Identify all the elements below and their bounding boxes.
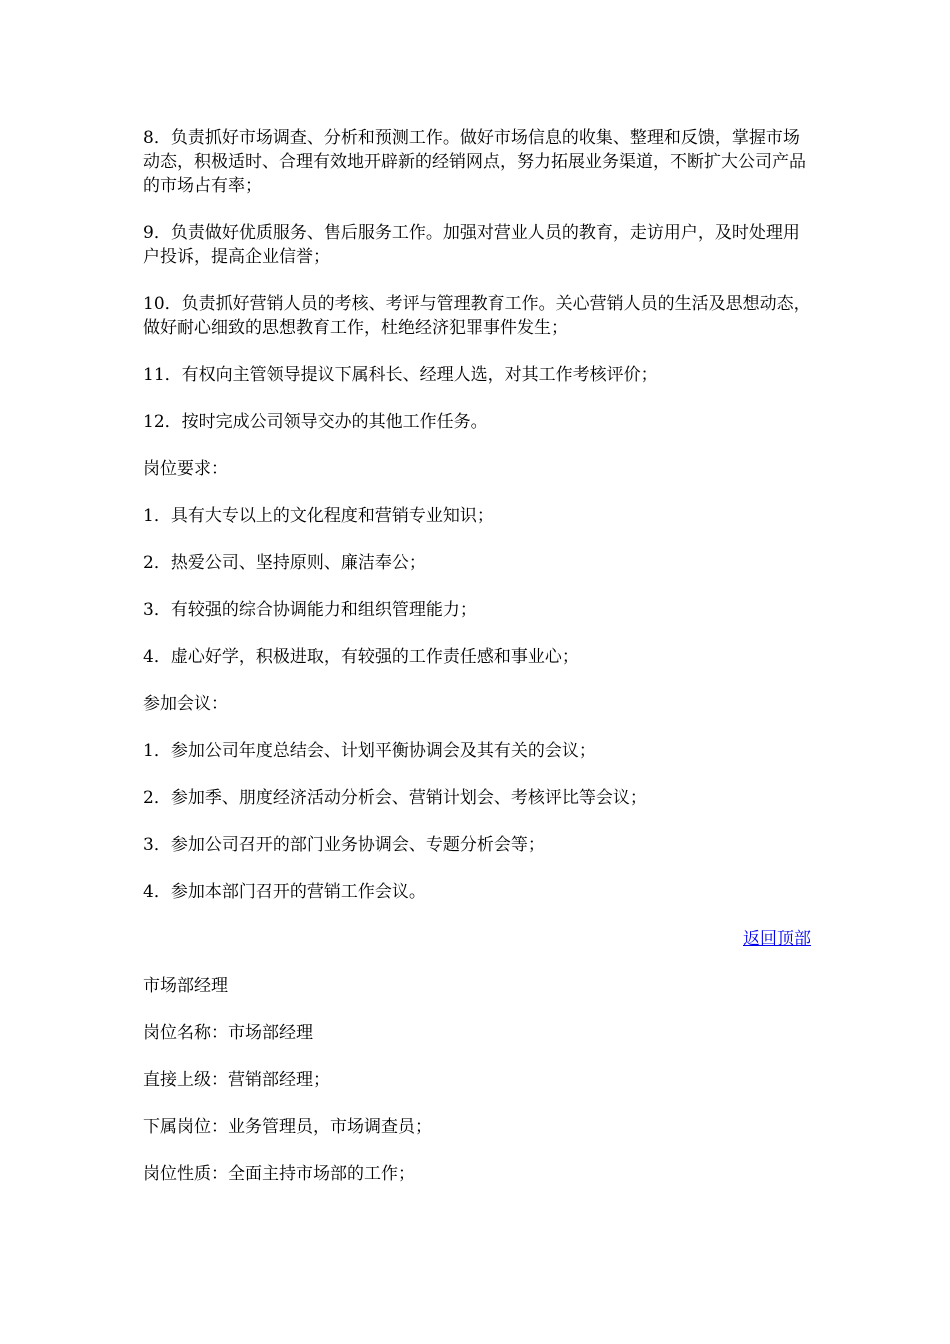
document-body — [143, 126, 811, 1209]
duty-item-8: 8．负责抓好市场调查、分析和预测工作。做好市场信息的收集、整理和反馈，掌握市场动态，积极适时、合理有效地开辟新的经销网点，努力拓展业务渠道，不断扩大公司产品的市场占有率； — [143, 128, 806, 196]
position-name: 岗位名称：市场部经理 — [143, 1023, 313, 1043]
requirement-item-1: 1．具有大专以上的文化程度和营销专业知识； — [143, 506, 494, 526]
direct-superior: 直接上级：营销部经理； — [143, 1070, 330, 1090]
meetings-heading: 参加会议： — [143, 694, 228, 714]
meeting-item-3: 3．参加公司召开的部门业务协调会、专题分析会等； — [143, 835, 545, 855]
duty-item-10: 10．负责抓好营销人员的考核、考评与管理教育工作。关心营销人员的生活及思想动态，做好耐心细致的思想教育工作，杜绝经济犯罪事件发生； — [143, 294, 811, 338]
requirement-item-3: 3．有较强的综合协调能力和组织管理能力； — [143, 600, 477, 620]
requirement-item-4: 4．虚心好学，积极进取，有较强的工作责任感和事业心； — [143, 647, 579, 667]
duty-item-12: 12．按时完成公司领导交办的其他工作任务。 — [143, 412, 488, 432]
section-title: 市场部经理 — [143, 976, 228, 996]
back-to-top-row — [143, 927, 811, 951]
requirement-item-2: 2．热爱公司、坚持原则、廉洁奉公； — [143, 553, 426, 573]
duty-item-9: 9．负责做好优质服务、售后服务工作。加强对营业人员的教育，走访用户，及时处理用户投诉，提高企业信誉； — [143, 223, 800, 267]
meeting-item-1: 1．参加公司年度总结会、计划平衡协调会及其有关的会议； — [143, 741, 596, 761]
back-to-top-link[interactable]: 返回顶部 — [743, 929, 811, 949]
meeting-item-2: 2．参加季、朋度经济活动分析会、营销计划会、考核评比等会议； — [143, 788, 647, 808]
meeting-item-4: 4．参加本部门召开的营销工作会议。 — [143, 882, 426, 902]
position-nature: 岗位性质：全面主持市场部的工作； — [143, 1164, 415, 1184]
duty-item-11: 11．有权向主管领导提议下属科长、经理人选，对其工作考核评价； — [143, 365, 658, 385]
requirements-heading: 岗位要求： — [143, 459, 228, 479]
subordinate-positions: 下属岗位：业务管理员，市场调查员； — [143, 1117, 432, 1137]
